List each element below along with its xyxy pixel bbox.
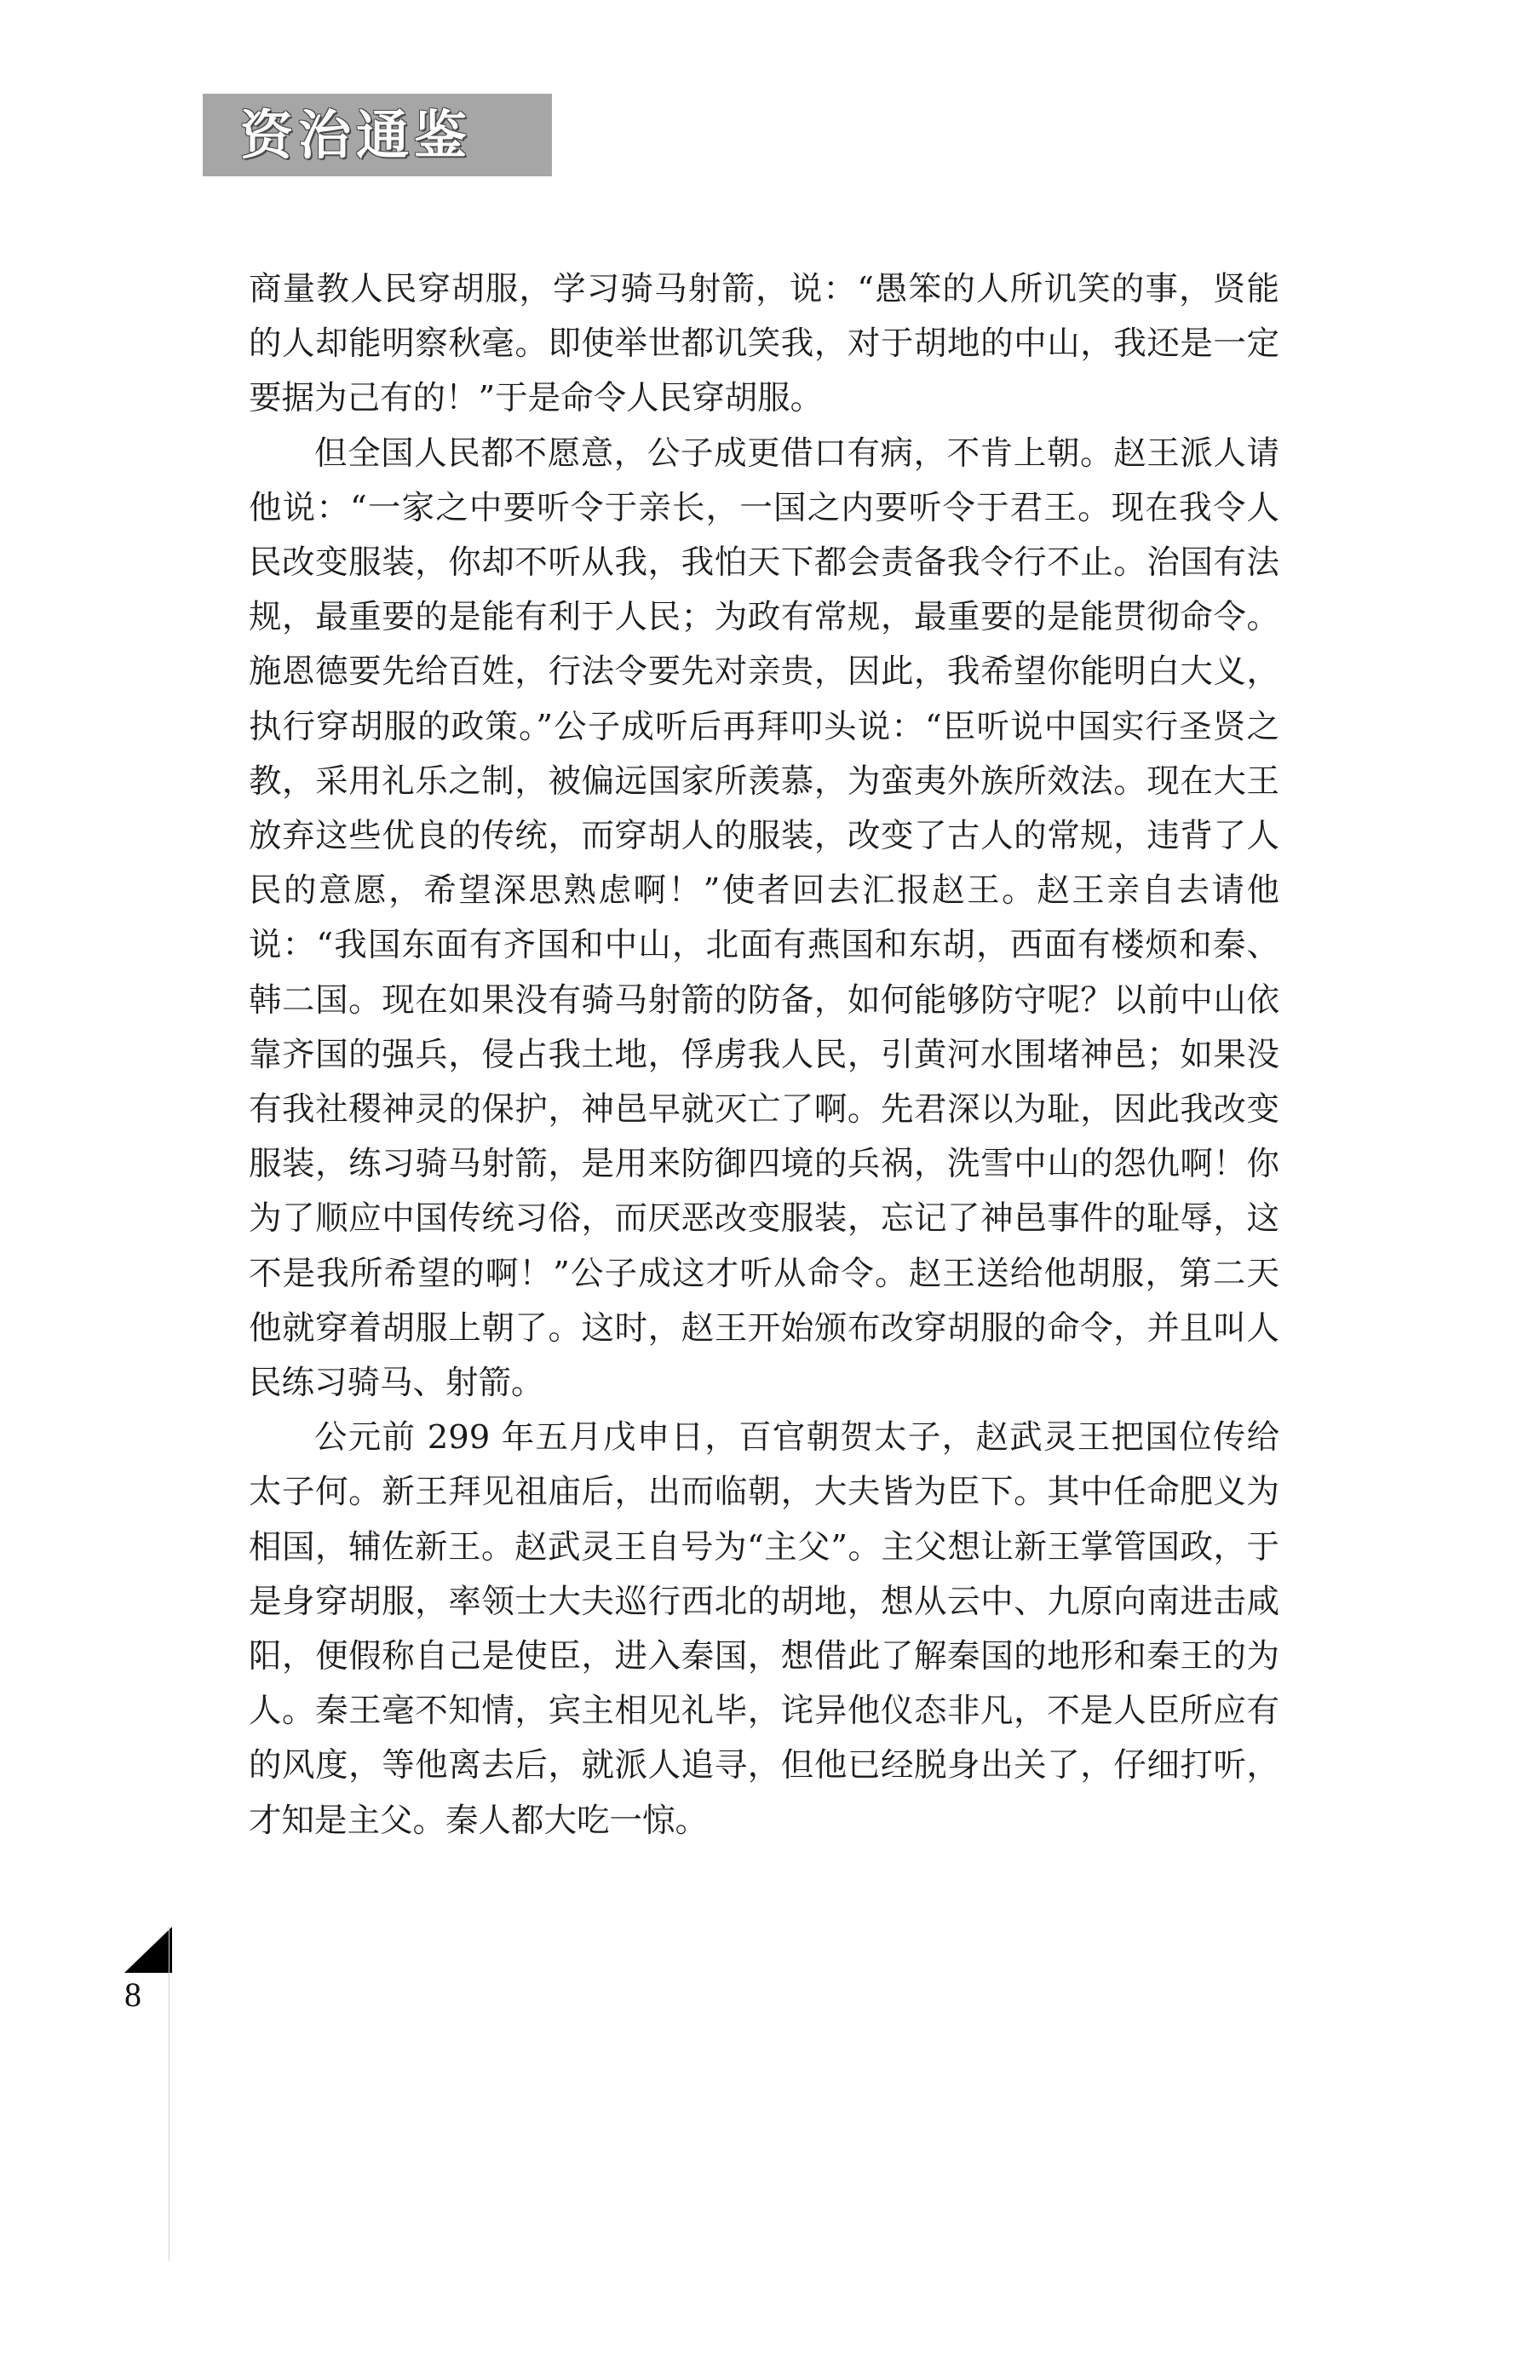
paragraph-3: 公元前 299 年五月戊申日，百官朝贺太子，赵武灵王把国位传给太子何。新王拜见祖庙后，出而临朝，大夫皆为臣下。其中任命肥义为相国，辅佐新王。赵武灵王自号为“主父”。主父想让新王掌管国政，于是身穿胡服，率领士大夫巡行西北的胡地，想从云中、九原向南进击咸阳，便假称自己是使臣，进入秦国，想借此了解秦国的地形和秦王的为人。秦王毫不知情，宾主相见礼毕，诧异他仪态非凡，不是人臣所应有的风度，等他离去后，就派人追寻，但他已经脱身出关了，仔细打听，才知是主父。秦人都大吃一惊。 [249,1418,1279,1840]
paragraph-1: 商量教人民穿胡服，学习骑马射箭，说：“愚笨的人所讥笑的事，贤能的人却能明察秋毫。即使举世都讥笑我，对于胡地的中山，我还是一定要据为己有的！”于是命令人民穿胡服。 [249,270,1279,418]
book-title-banner [203,94,552,176]
margin-rule [169,1927,170,2261]
paragraph-2: 但全国人民都不愿意，公子成更借口有病，不肯上朝。赵王派人请他说：“一家之中要听令于亲长，一国之内要听令于君王。现在我令人民改变服装，你却不听从我，我怕天下都会责备我令行不止。治国有法规，最重要的是能有利于人民；为政有常规，最重要的是能贯彻命令。施恩德要先给百姓，行法令要先对亲贵，因此，我希望你能明白大义，执行穿胡服的政策。”公子成听后再拜叩头说：“臣听说中国实行圣贤之教，采用礼乐之制，被偏远国家所羡慕，为蛮夷外族所效法。现在大王放弃这些优良的传统，而穿胡人的服装，改变了古人的常规，违背了人民的意愿，希望深思熟虑啊！”使者回去汇报赵王。赵王亲自去请他说：“我国东面有齐国和中山，北面有燕国和东胡，西面有楼烦和秦、韩二国。现在如果没有骑马射箭的防备，如何能够防守呢？以前中山依靠齐国的强兵，侵占我土地，俘虏我人民，引黄河水围堵神邑；如果没有我社稷神灵的保护，神邑早就灭亡了啊。先君深以为耻，因此我改变服装，练习骑马射箭，是用来防御四境的兵祸，洗雪中山的怨仇啊！你为了顺应中国传统习俗，而厌恶改变服装，忘记了神邑事件的耻辱，这不是我所希望的啊！”公子成这才听从命令。赵王送给他胡服，第二天他就穿着胡服上朝了。这时，赵王开始颁布改穿胡服的命令，并且叫人民练习骑马、射箭。 [249,434,1279,1403]
page-number: 8 [124,1975,141,2014]
book-title: 资治通鉴 [240,103,473,166]
page-body [249,262,1279,1848]
page-corner-triangle [124,1927,172,1973]
